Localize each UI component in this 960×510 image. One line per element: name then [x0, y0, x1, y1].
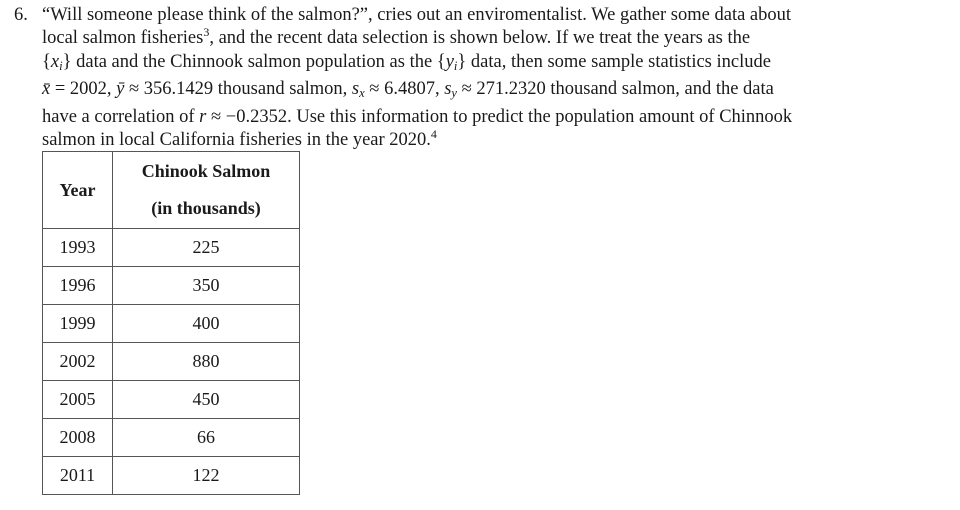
problem-statement [14, 4, 919, 152]
header-year: Year [43, 152, 113, 229]
table-row [43, 457, 300, 495]
cell-year: 2005 [43, 381, 113, 419]
table-row [43, 305, 300, 343]
cell-year: 2008 [43, 419, 113, 457]
table-row [43, 229, 300, 267]
cell-year: 1993 [43, 229, 113, 267]
table-row [43, 381, 300, 419]
problem-line-3: $\{x_i\}$ data and the Chinnook salmon population as the $\{y_i\}$ data, then some sample statistics include [42, 51, 771, 73]
problem-number: 6. [14, 5, 28, 25]
cell-year: 1996 [43, 267, 113, 305]
problem-line-1: 6. “Will someone please think of the salmon?”, cries out an enviromentalist. We gather some data about [14, 4, 919, 27]
footnote-marker: 3 [203, 25, 210, 40]
table-row [43, 343, 300, 381]
cell-value: 350 [113, 267, 300, 305]
cell-value: 400 [113, 305, 300, 343]
problem-line-4: x̄ = 2002, ȳ ≈ 356.1429 thousand salmon, $s_x \approx 6.4807$, $s_y \approx 271.2320$ thousand salmon, and the data [42, 79, 774, 101]
table-row [43, 267, 300, 305]
cell-year: 1999 [43, 305, 113, 343]
footnote-marker: 4 [430, 126, 437, 141]
cell-year: 2002 [43, 343, 113, 381]
problem-line-5: have a correlation of r ≈ −0.2352. Use this information to predict the population amount of Chinnook [42, 106, 793, 127]
cell-value: 66 [113, 419, 300, 457]
problem-line-2: local salmon fisheries$^3$, and the recent data selection is shown below. If we treat the years as the [42, 25, 751, 49]
table-header-row [43, 152, 300, 229]
cell-value: 225 [113, 229, 300, 267]
salmon-data-table [42, 151, 300, 495]
problem-line-6: salmon in local California fisheries in the year 2020.$^4$ [42, 126, 437, 151]
table-row [43, 419, 300, 457]
cell-value: 880 [113, 343, 300, 381]
header-salmon: Chinook Salmon (in thousands) [113, 152, 300, 229]
cell-year: 2011 [43, 457, 113, 495]
cell-value: 122 [113, 457, 300, 495]
cell-value: 450 [113, 381, 300, 419]
